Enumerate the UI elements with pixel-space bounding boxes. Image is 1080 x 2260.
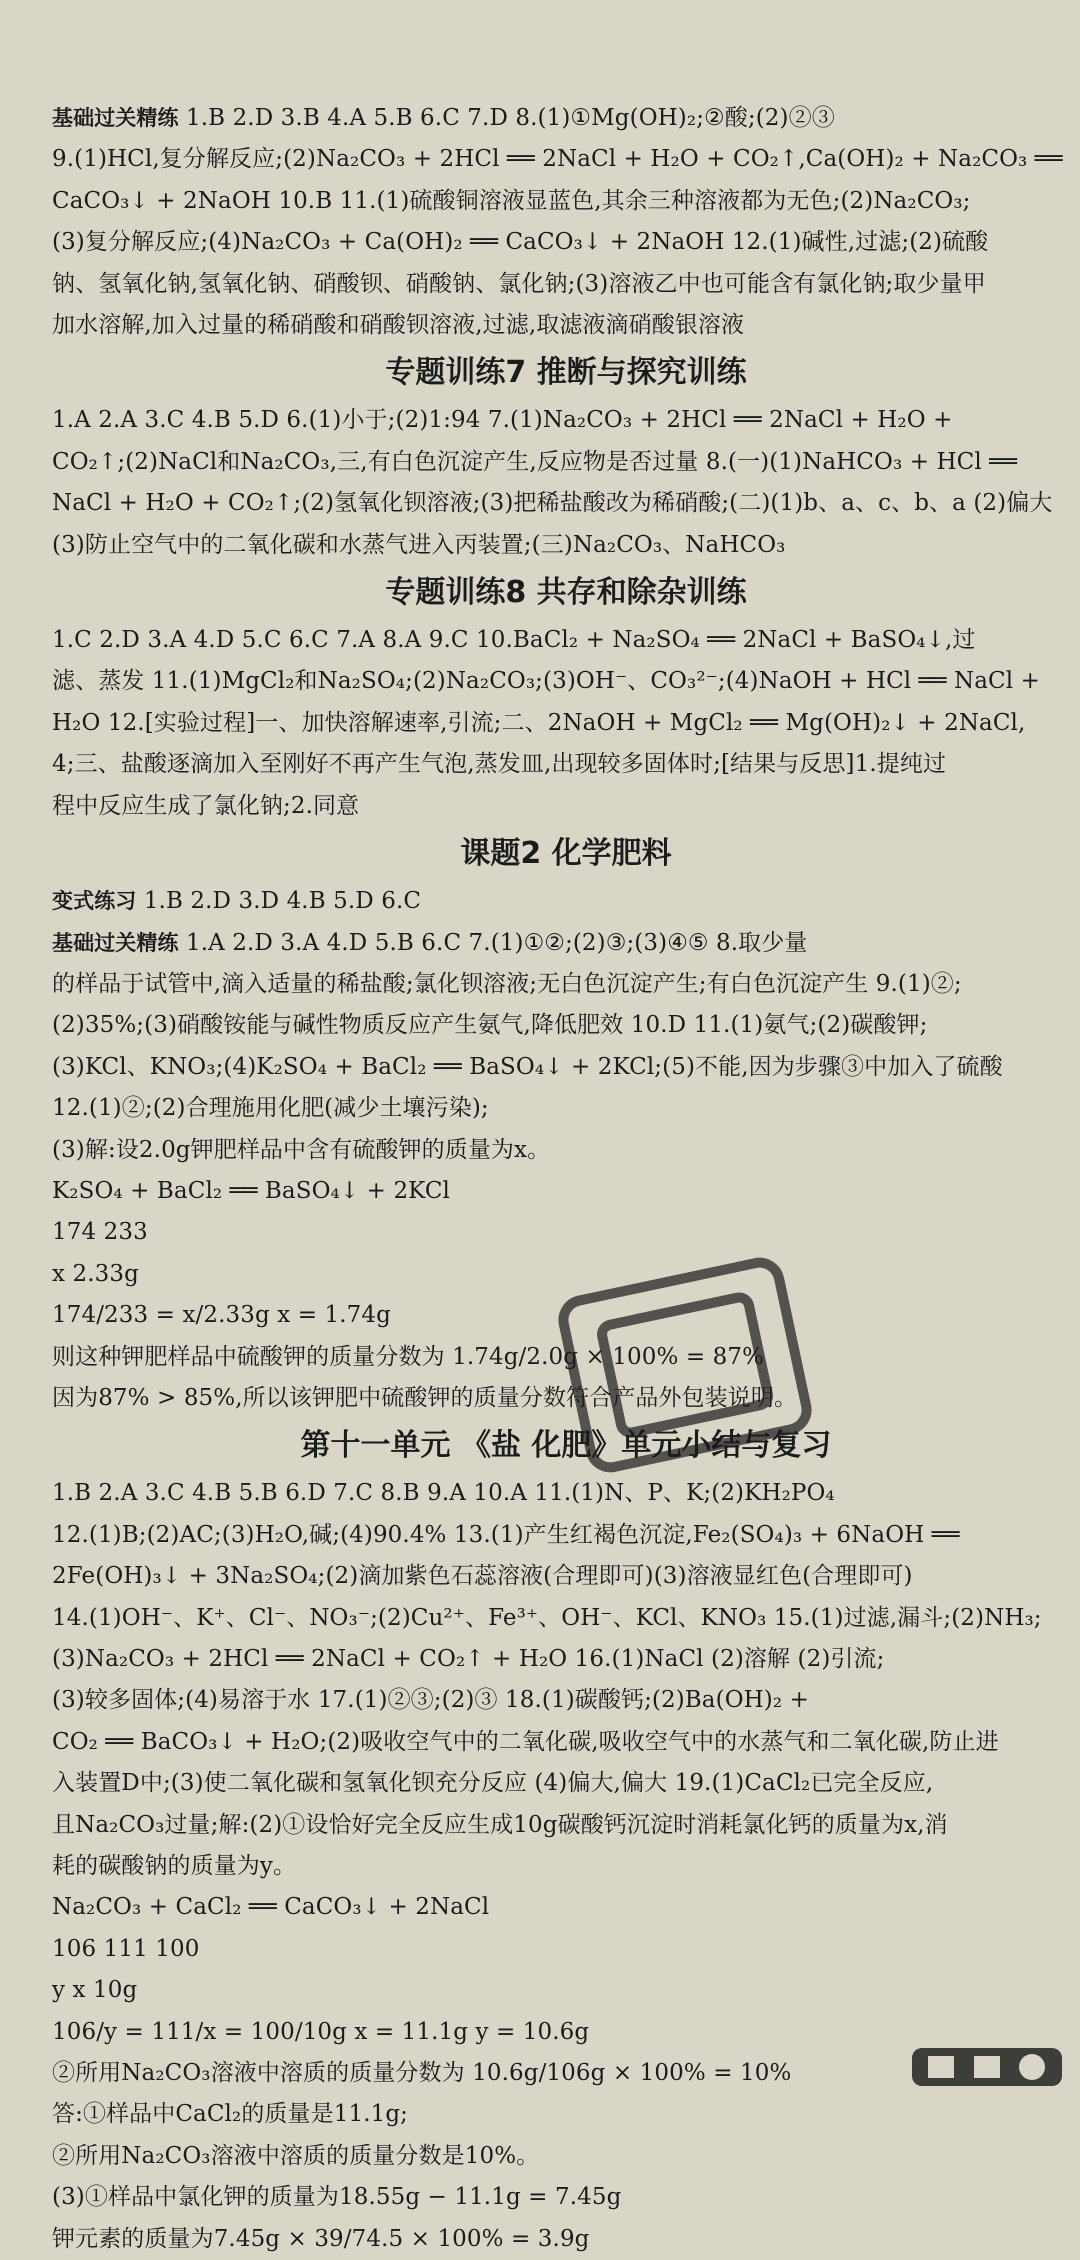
answer-text: NaCl + H₂O + CO₂↑;(2)氢氧化钡溶液;(3)把稀盐酸改为稀硝酸;(二)(1)b、a、c、b、a (2)偏大 <box>52 490 1053 517</box>
answer-line <box>52 1722 1040 1763</box>
answer-text: 12.(1)B;(2)AC;(3)H₂O,碱;(4)90.4% 13.(1)产生红褐色沉淀,Fe₂(SO₄)₃ + 6NaOH ══ <box>52 1521 960 1548</box>
corner-logo <box>910 2042 1070 2116</box>
answer-text: 程中反应生成了氯化钠;2.同意 <box>52 792 360 819</box>
answer-text: (3)较多固体;(4)易溶于水 17.(1)②③;(2)③ 18.(1)碳酸钙;(2)Ba(OH)₂ + <box>52 1687 809 1714</box>
answer-text: 1.B 2.D 3.D 4.B 5.D 6.C <box>136 888 422 915</box>
answer-line <box>52 1970 1040 2011</box>
answer-line <box>52 1680 1040 1721</box>
answer-text: CaCO₃↓ + 2NaOH 10.B 11.(1)硫酸铜溶液显蓝色,其余三种溶液都为无色;(2)Na₂CO₃; <box>52 187 971 214</box>
answer-line <box>52 1805 1040 1846</box>
answer-line <box>52 264 1040 305</box>
answer-text: 12.(1)②;(2)合理施用化肥(减少土壤污染); <box>52 1095 489 1122</box>
answer-line <box>52 222 1040 263</box>
answer-line <box>52 744 1040 785</box>
answer-text: 则这种钾肥样品中硫酸钾的质量分数为 1.74g/2.0g × 100% = 87% <box>52 1343 765 1370</box>
answer-text: 耗的碳酸钠的质量为y。 <box>52 1853 297 1880</box>
answer-text: (3)防止空气中的二氧化碳和水蒸气进入丙装置;(三)Na₂CO₃、NaHCO₃ <box>52 531 786 558</box>
answer-text: 入装置D中;(3)使二氧化碳和氢氧化钡充分反应 (4)偏大,偏大 19.(1)CaCl₂已完全反应, <box>52 1770 934 1797</box>
answer-line <box>52 1130 1040 1171</box>
section-label: 变式练习 <box>52 889 137 914</box>
answer-line <box>52 620 1040 661</box>
answer-line <box>52 2053 1040 2094</box>
answer-line <box>52 98 1040 139</box>
answer-text: 1.A 2.A 3.C 4.B 5.D 6.(1)小于;(2)1:94 7.(1)Na₂CO₃ + 2HCl ══ 2NaCl + H₂O + <box>52 407 953 434</box>
answer-text: H₂O 12.[实验过程]一、加快溶解速率,引流;二、2NaOH + MgCl₂ ══ Mg(OH)₂↓ + 2NaCl, <box>52 709 1026 736</box>
answer-text: 106 111 100 <box>52 1935 200 1962</box>
answer-line <box>52 1763 1040 1804</box>
answer-text: 答:①样品中CaCl₂的质量是11.1g; <box>52 2101 409 2128</box>
answer-line <box>52 786 1040 827</box>
answer-text: K₂SO₄ + BaCl₂ ══ BaSO₄↓ + 2KCl <box>52 1177 450 1204</box>
answer-text: 加水溶解,加入过量的稀硝酸和硝酸钡溶液,过滤,取滤液滴硝酸银溶液 <box>52 312 745 339</box>
answer-line <box>52 2219 1040 2260</box>
section-heading: 第十一单元 《盐 化肥》单元小结与复习 <box>300 1428 832 1464</box>
answer-text: 174 233 <box>52 1219 148 1246</box>
answer-text: 14.(1)OH⁻、K⁺、Cl⁻、NO₃⁻;(2)Cu²⁺、Fe³⁺、OH⁻、KCl、KNO₃ 15.(1)过滤,漏斗;(2)NH₃; <box>52 1604 1042 1631</box>
answer-line <box>52 305 1040 346</box>
answer-line <box>52 881 1040 922</box>
answer-text: (3)KCl、KNO₃;(4)K₂SO₄ + BaCl₂ ══ BaSO₄↓ + 2KCl;(5)不能,因为步骤③中加入了硫酸 <box>52 1053 1003 1080</box>
answer-text: 1.B 2.A 3.C 4.B 5.B 6.D 7.C 8.B 9.A 10.A 11.(1)N、P、K;(2)KH₂PO₄ <box>52 1480 835 1507</box>
answer-line <box>52 2177 1040 2218</box>
answer-text: (3)解:设2.0g钾肥样品中含有硫酸钾的质量为x。 <box>52 1136 551 1163</box>
answer-text: (3)复分解反应;(4)Na₂CO₃ + Ca(OH)₂ ══ CaCO₃↓ + 2NaOH 12.(1)碱性,过滤;(2)硫酸 <box>52 229 989 256</box>
answer-text: (3)①样品中氯化钾的质量为18.55g − 11.1g = 7.45g <box>52 2184 622 2211</box>
answer-text: (3)Na₂CO₃ + 2HCl ══ 2NaCl + CO₂↑ + H₂O 16.(1)NaCl (2)溶解 (2)引流; <box>52 1646 885 1672</box>
answer-line <box>52 1929 1040 1970</box>
answer-line <box>52 661 1040 702</box>
answer-text: 1.B 2.D 3.B 4.A 5.B 6.C 7.D 8.(1)①Mg(OH)₂;②酸;(2)②③ <box>178 105 835 131</box>
answer-text: 滤、蒸发 11.(1)MgCl₂和Na₂SO₄;(2)Na₂CO₃;(3)OH⁻、CO₃²⁻;(4)NaOH + HCl ══ NaCl + <box>52 668 1040 695</box>
answer-text: ②所用Na₂CO₃溶液中溶质的质量分数为 10.6g/106g × 100% = 10% <box>52 2060 792 2087</box>
answer-line <box>52 1598 1040 1639</box>
answer-text: 1.A 2.D 3.A 4.D 5.B 6.C 7.(1)①②;(2)③;(3)④⑤ 8.取少量 <box>178 929 808 956</box>
site-logo-icon <box>910 2042 1070 2112</box>
answer-text: 174/233 = x/2.33g x = 1.74g <box>52 1302 391 1329</box>
section-heading: 专题训练7 推断与探究训练 <box>385 355 747 391</box>
answer-line <box>52 1047 1040 1088</box>
answer-text: ②所用Na₂CO₃溶液中溶质的质量分数是10%。 <box>52 2142 540 2169</box>
answer-text: (2)35%;(3)硝酸铵能与碱性物质反应产生氨气,降低肥效 10.D 11.(1)氨气;(2)碳酸钾; <box>52 1012 928 1039</box>
answer-text: Na₂CO₃ + CaCl₂ ══ CaCO₃↓ + 2NaCl <box>52 1894 490 1921</box>
answer-text: 106/y = 111/x = 100/10g x = 11.1g y = 10.6g <box>52 2018 590 2045</box>
answer-content <box>52 98 1063 2260</box>
answer-line <box>52 2136 1040 2177</box>
answer-line <box>52 1171 1040 1212</box>
answer-text: 且Na₂CO₃过量;解:(2)①设恰好完全反应生成10g碳酸钙沉淀时消耗氯化钙的质量为x,消 <box>52 1811 948 1838</box>
answer-line <box>52 1515 1040 1556</box>
answer-text: 钠、氢氧化钠,氢氧化钠、硝酸钡、硝酸钠、氯化钠;(3)溶液乙中也可能含有氯化钠;取少量甲 <box>52 270 986 297</box>
answer-line <box>52 923 1040 964</box>
answer-line <box>52 1556 1040 1597</box>
answer-text: CO₂↑;(2)NaCl和Na₂CO₃,三,有白色沉淀产生,反应物是否过量 8.(一)(1)NaHCO₃ + HCl ══ <box>52 448 1018 475</box>
answer-line <box>52 1887 1040 1928</box>
answer-text: 的样品于试管中,滴入适量的稀盐酸;氯化钡溶液;无白色沉淀产生;有白色沉淀产生 9.(1)②; <box>52 970 962 997</box>
answer-text: 因为87% > 85%,所以该钾肥中硫酸钾的质量分数符合产品外包装说明。 <box>52 1384 798 1411</box>
answer-line <box>52 2012 1040 2053</box>
answer-line <box>52 525 1040 566</box>
answer-text: x 2.33g <box>52 1260 139 1287</box>
answer-line <box>52 964 1040 1005</box>
answer-line <box>52 1088 1040 1129</box>
answer-line <box>52 1639 1040 1680</box>
answer-line <box>52 400 1040 441</box>
section-label: 基础过关精练 <box>52 930 179 955</box>
answer-text: 4;三、盐酸逐滴加入至刚好不再产生气泡,蒸发皿,出现较多固体时;[结果与反思]1.提纯过 <box>52 751 947 778</box>
section-heading: 课题2 化学肥料 <box>460 836 672 872</box>
answer-text: 9.(1)HCl,复分解反应;(2)Na₂CO₃ + 2HCl ══ 2NaCl + H₂O + CO₂↑,Ca(OH)₂ + Na₂CO₃ ══ <box>52 146 1063 173</box>
answer-text: 钾元素的质量为7.45g × 39/74.5 × 100% = 3.9g <box>52 2225 590 2252</box>
section-heading: 专题训练8 共存和除杂训练 <box>385 575 747 611</box>
answer-line <box>52 139 1063 180</box>
answer-line <box>52 1005 1040 1046</box>
answer-text: 1.C 2.D 3.A 4.D 5.C 6.C 7.A 8.A 9.C 10.BaCl₂ + Na₂SO₄ ══ 2NaCl + BaSO₄↓,过 <box>52 627 976 654</box>
watermark-stamp <box>535 1240 835 1490</box>
answer-line <box>52 1846 1040 1887</box>
answer-line <box>52 442 1040 483</box>
answer-text: CO₂ ══ BaCO₃↓ + H₂O;(2)吸收空气中的二氧化碳,吸收空气中的水蒸气和二氧化碳,防止进 <box>52 1728 999 1755</box>
section-label: 基础过关精练 <box>52 106 179 130</box>
answer-text: y x 10g <box>52 1977 138 2004</box>
answer-line <box>52 703 1040 744</box>
answer-line <box>52 483 1053 524</box>
answer-line <box>52 181 1040 222</box>
answer-text: 2Fe(OH)₃↓ + 3Na₂SO₄;(2)滴加紫色石蕊溶液(合理即可)(3)溶液显红色(合理即可) <box>52 1563 913 1590</box>
